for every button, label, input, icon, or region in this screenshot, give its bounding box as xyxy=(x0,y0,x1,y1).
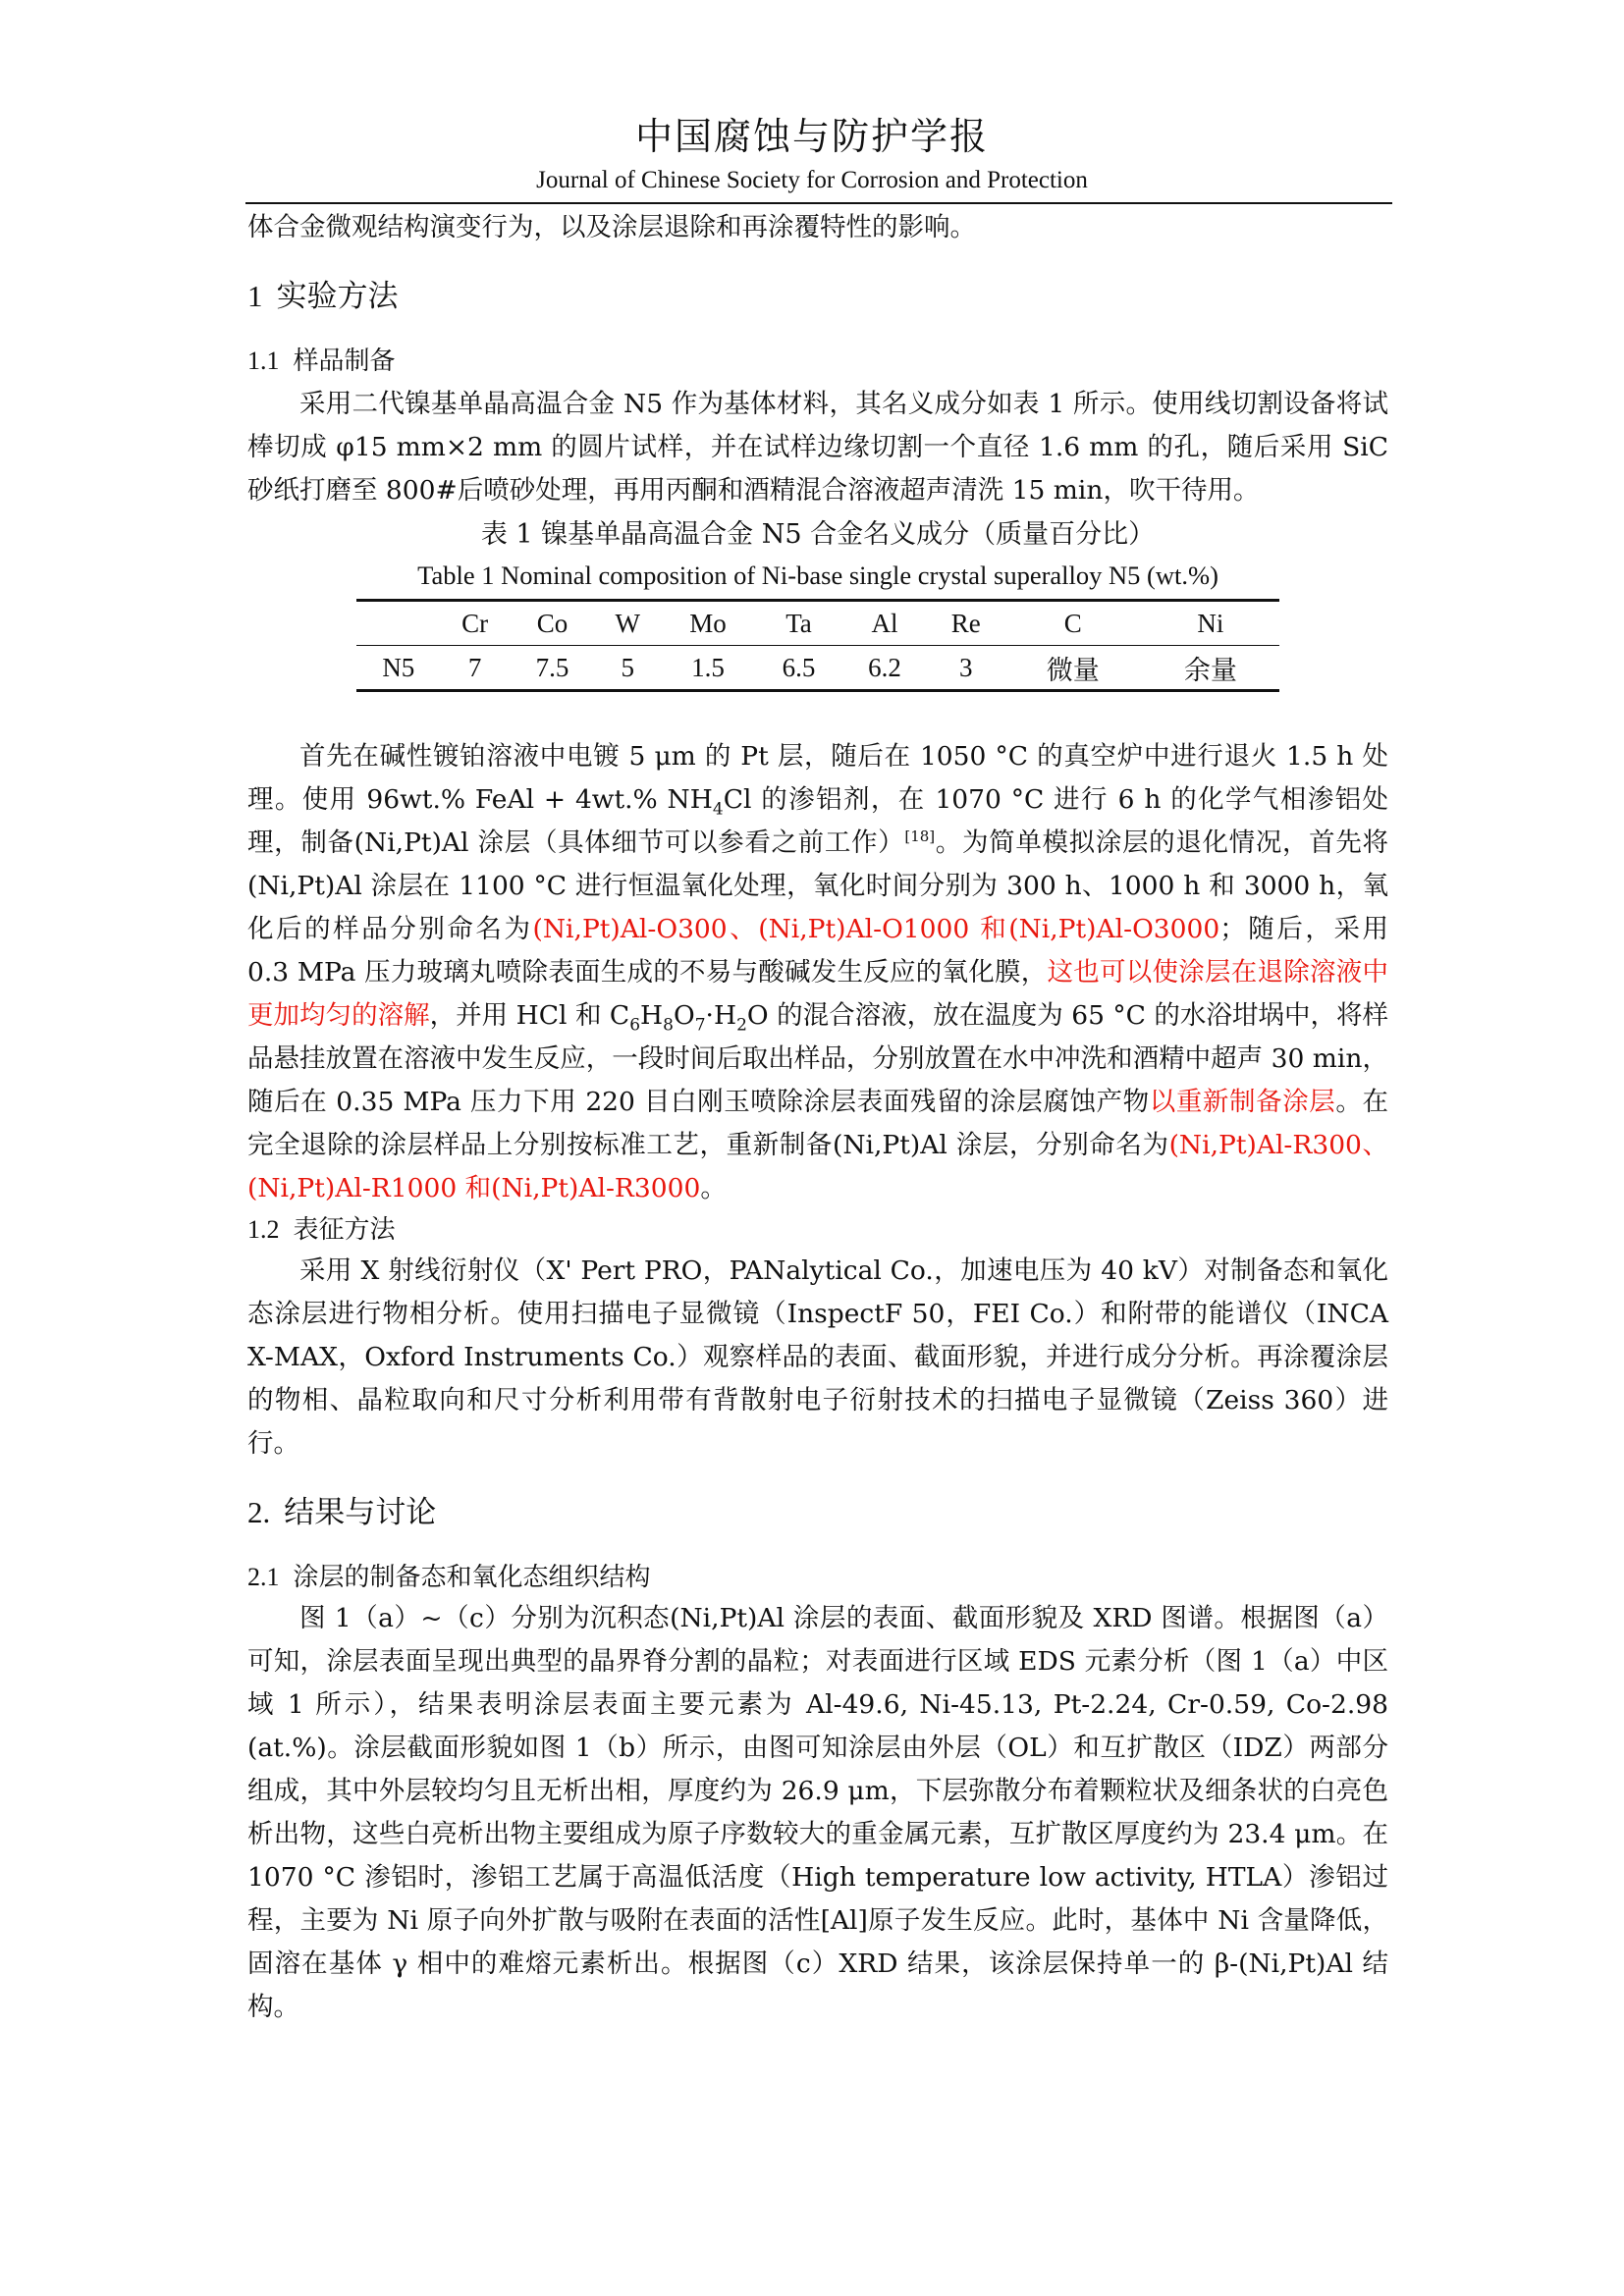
subsection-2-1-heading xyxy=(247,1558,1388,1597)
table-header-cell: Al xyxy=(871,608,898,638)
intro-tail-paragraph: 体合金微观结构演变行为，以及涂层退除和再涂覆特性的影响。 xyxy=(247,212,976,242)
composition-table xyxy=(356,599,1279,692)
page-body xyxy=(247,204,1388,2029)
subsection-2-1-number: 2.1 xyxy=(247,1563,280,1591)
table-cell: 1.5 xyxy=(691,652,725,682)
table-cell: 微量 xyxy=(1046,655,1100,685)
highlighted-text: (Ni,Pt)Al-R300、(Ni,Pt)Al-R1000 和(Ni,Pt)Al-R3000 xyxy=(247,1130,1389,1203)
table-header-cell: Re xyxy=(950,608,981,638)
subsection-1-1-heading xyxy=(247,342,1388,381)
table-header-cell: W xyxy=(615,608,641,638)
highlighted-text: (Ni,Pt)Al-O300、(Ni,Pt)Al-O1000 和(Ni,Pt)Al-O3000 xyxy=(532,914,1220,944)
results-paragraph: 图 1（a）~（c）分别为沉积态(Ni,Pt)Al 涂层的表面、截面形貌及 XRD 图谱。根据图（a）可知，涂层表面呈现出典型的晶界脊分割的晶粒；对表面进行区域 EDS 元素分析（图 1（a）中区域 1 所示），结果表明涂层表面主要元素为 Al-49.6, Ni-45.13, Pt-2.24, Cr-0.59, Co-2.98 (at.%)。涂层截面形貌如图 1（b）所示，由图可知涂层由外层（OL）和互扩散区（IDZ）两部分组成，其中外层较均匀且无析出相，厚度约为 26.9 μm，下层弥散分布着颗粒状及细条状的白亮色析出物，这些白亮析出物主要组成为原子序数较大的重金属元素，互扩散区厚度约为 23.4 μm。在 1070 °C 渗铝时，渗铝工艺属于高温低活度（High temperature low activity, HTLA）渗铝过程，主要为 Ni 原子向外扩散与吸附在表面的活性[Al]原子发生反应。此时，基体中 Ni 含量降低，固溶在基体 γ 相中的难熔元素析出。根据图（c）XRD 结果，该涂层保持单一的 β-(Ni,Pt)Al 结构。 xyxy=(247,1603,1388,2022)
table-header-cell: Co xyxy=(536,608,568,638)
table-cell: 3 xyxy=(959,652,973,682)
table-header-cell: Cr xyxy=(461,608,489,638)
table-header-cell: Ta xyxy=(785,608,812,638)
table-row xyxy=(356,646,1279,691)
highlighted-text: 以重新制备涂层 xyxy=(1149,1087,1336,1117)
coating-prep-paragraph: 首先在碱性镀铂溶液中电镀 5 μm 的 Pt 层，随后在 1050 °C 的真空炉中进行退火 1.5 h 处理。使用 96wt.% FeAl + 4wt.% $NH_4Cl$ 的渗铝剂，在 1070 °C 进行 6 h 的化学气相渗铝处理，制备(Ni,Pt)Al 涂层（具体细节可以参看之前工作）[18]。为简单模拟涂层的退化情况，首先将(Ni,Pt)Al 涂层在 1100 °C 进行恒温氧化处理，氧化时间分别为 300 h、1000 h 和 3000 h，氧化后的样品分别命名为(Ni,Pt)Al-O300、(Ni,Pt)Al-O1000 和(Ni,Pt)Al-O3000；随后，采用 0.3 MPa 压力玻璃丸喷除表面生成的不易与酸碱发生反应的氧化膜，这也可以使涂层在退除溶液中更加均匀的溶解，并用 HCl 和 $C_6H_8O_7\cdot H_2O$ 的混合溶液，放在温度为 65 °C 的水浴坩埚中，将样品悬挂放置在溶液中发生反应，一段时间后取出样品，分别放置在水中冲洗和酒精中超声 30 min，随后在 0.35 MPa 压力下用 220 目白刚玉喷除涂层表面残留的涂层腐蚀产物以重新制备涂层。在完全退除的涂层样品上分别按标准工艺，重新制备(Ni,Pt)Al 涂层，分别命名为(Ni,Pt)Al-R300、(Ni,Pt)Al-R1000 和(Ni,Pt)Al-R3000。 xyxy=(247,741,1389,1203)
table-cell: 7.5 xyxy=(535,652,569,682)
section-2-title: 结果与讨论 xyxy=(284,1495,437,1530)
subsection-2-1-title: 涂层的制备态和氧化态组织结构 xyxy=(293,1563,651,1592)
table-header-cell xyxy=(356,601,441,646)
sample-prep-paragraph: 采用二代镍基单晶高温合金 N5 作为基体材料，其名义成分如表 1 所示。使用线切割设备将试棒切成 φ15 mm×2 mm 的圆片试样，并在试样边缘切割一个直径 1.6 mm 的孔，随后采用 SiC 砂纸打磨至 800#后喷砂处理，再用丙酮和酒精混合溶液超声清洗 15 min，吹干待用。 xyxy=(247,389,1388,506)
table-1-caption-en: Table 1 Nominal composition of Ni-base single crystal superalloy N5 (wt.%) xyxy=(417,561,1218,590)
subsection-1-1-number: 1.1 xyxy=(247,347,280,375)
subsection-1-2-title: 表征方法 xyxy=(293,1215,396,1245)
characterization-paragraph: 采用 X 射线衍射仪（X' Pert PRO，PANalytical Co.，加速电压为 40 kV）对制备态和氧化态涂层进行物相分析。使用扫描电子显微镜（InspectF 50，FEI Co.）和附带的能谱仪（INCA X-MAX，Oxford Instruments Co.）观察样品的表面、截面形貌，并进行成分分析。再涂覆涂层的物相、晶粒取向和尺寸分析利用带有背散射电子衍射技术的扫描电子显微镜（Zeiss 360）进行。 xyxy=(247,1255,1388,1459)
journal-title-cn: 中国腐蚀与防护学报 xyxy=(634,115,989,158)
table-header-cell: Ni xyxy=(1197,608,1224,638)
section-2-heading xyxy=(247,1491,1388,1534)
section-1-heading xyxy=(247,275,1388,318)
table-cell: N5 xyxy=(382,652,415,682)
table-1-caption-cn: 表 1 镍基单晶高温合金 N5 合金名义成分（质量百分比） xyxy=(480,519,1156,550)
table-header-row xyxy=(356,601,1279,646)
subsection-1-2-number: 1.2 xyxy=(247,1215,280,1244)
subsection-1-2-heading xyxy=(247,1210,1388,1250)
table-cell: 6.5 xyxy=(782,652,816,682)
highlighted-text: 这也可以使涂层在退除溶液中更加均匀的溶解 xyxy=(247,957,1388,1031)
table-cell: 5 xyxy=(621,652,635,682)
section-1-number: 1 xyxy=(247,279,263,313)
subsection-1-1-title: 样品制备 xyxy=(293,347,396,376)
table-cell: 6.2 xyxy=(868,652,901,682)
citation-ref[interactable]: [18] xyxy=(904,828,936,846)
table-header-cell: Mo xyxy=(689,608,727,638)
section-1-title: 实验方法 xyxy=(276,279,399,314)
table-cell: 7 xyxy=(467,652,482,682)
section-2-number: 2. xyxy=(247,1495,271,1529)
journal-title-en: Journal of Chinese Society for Corrosion and Protection xyxy=(536,167,1088,193)
table-cell: 余量 xyxy=(1183,655,1237,685)
table-header-cell: C xyxy=(1063,608,1082,638)
